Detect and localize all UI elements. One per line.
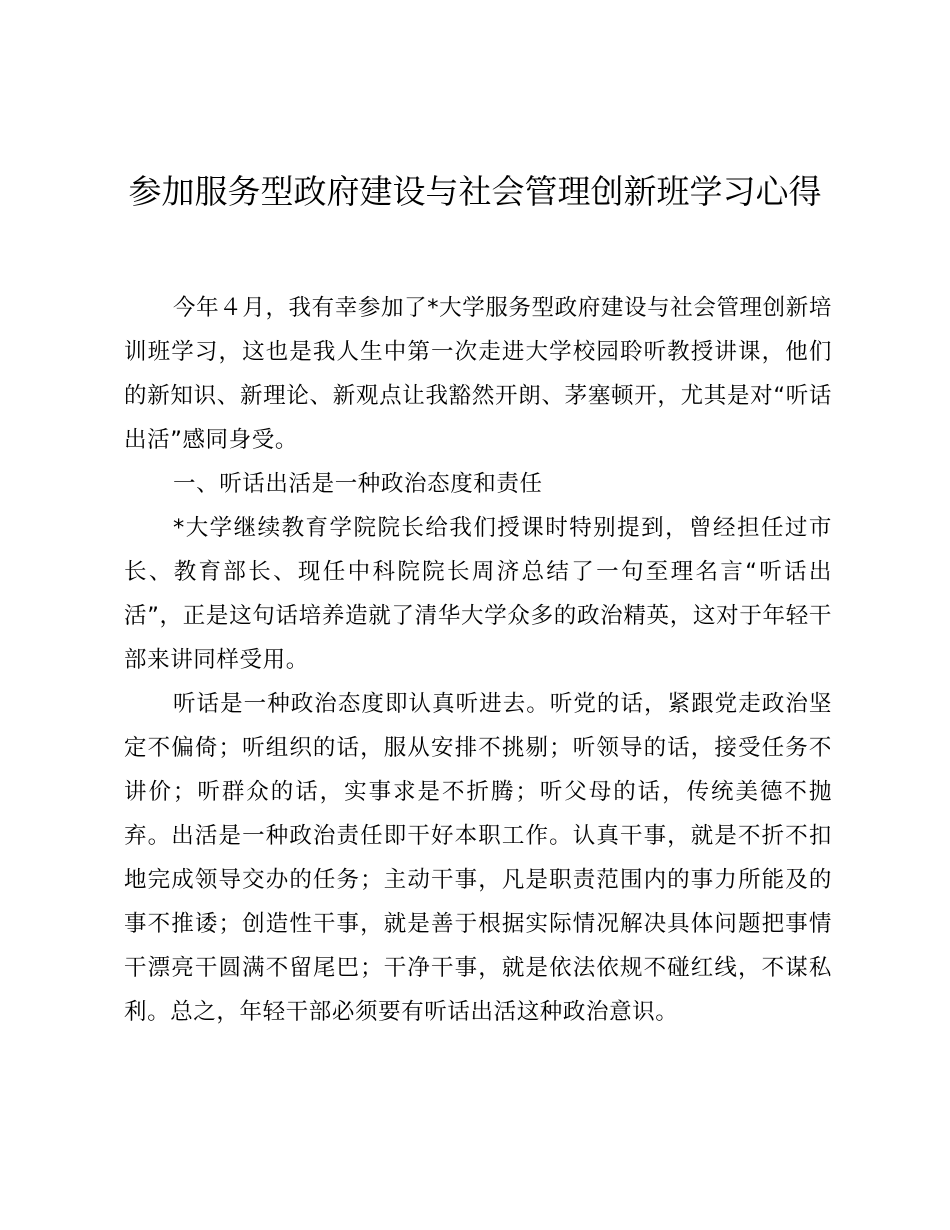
document-body xyxy=(124,286,832,1034)
section-heading-1: 一、听话出活是一种政治态度和责任 xyxy=(173,471,543,497)
paragraph-explanation: 听话是一种政治态度即认真听进去。听党的话，紧跟党走政治坚定不偏倚；听组织的话，服从安排不挑剔；听领导的话，接受任务不讲价；听群众的话，实事求是不折腾；听父母的话，传统美德不抛弃。出活是一种政治责任即干好本职工作。认真干事，就是不折不扣地完成领导交办的任务；主动干事，凡是职责范围内的事力所能及的事不推诿；创造性干事，就是善于根据实际情况解决具体问题把事情干漂亮干圆满不留尾巴；干净干事，就是依法依规不碰红线，不谋私利。总之，年轻干部必须要有听话出活这种政治意识。 xyxy=(124,691,832,1025)
document-title: 参加服务型政府建设与社会管理创新班学习心得 xyxy=(128,172,822,211)
paragraph-quote: *大学继续教育学院院长给我们授课时特别提到，曾经担任过市长、教育部长、现任中科院院长周济总结了一句至理名言“听话出活”，正是这句话培养造就了清华大学众多的政治精英，这对于年轻干部来讲同样受用。 xyxy=(124,515,832,673)
paragraph-intro: 今年４月，我有幸参加了*大学服务型政府建设与社会管理创新培训班学习，这也是我人生中第一次走进大学校园聆听教授讲课，他们的新知识、新理论、新观点让我豁然开朗、茅塞顿开，尤其是对“听话出活”感同身受。 xyxy=(124,295,832,453)
